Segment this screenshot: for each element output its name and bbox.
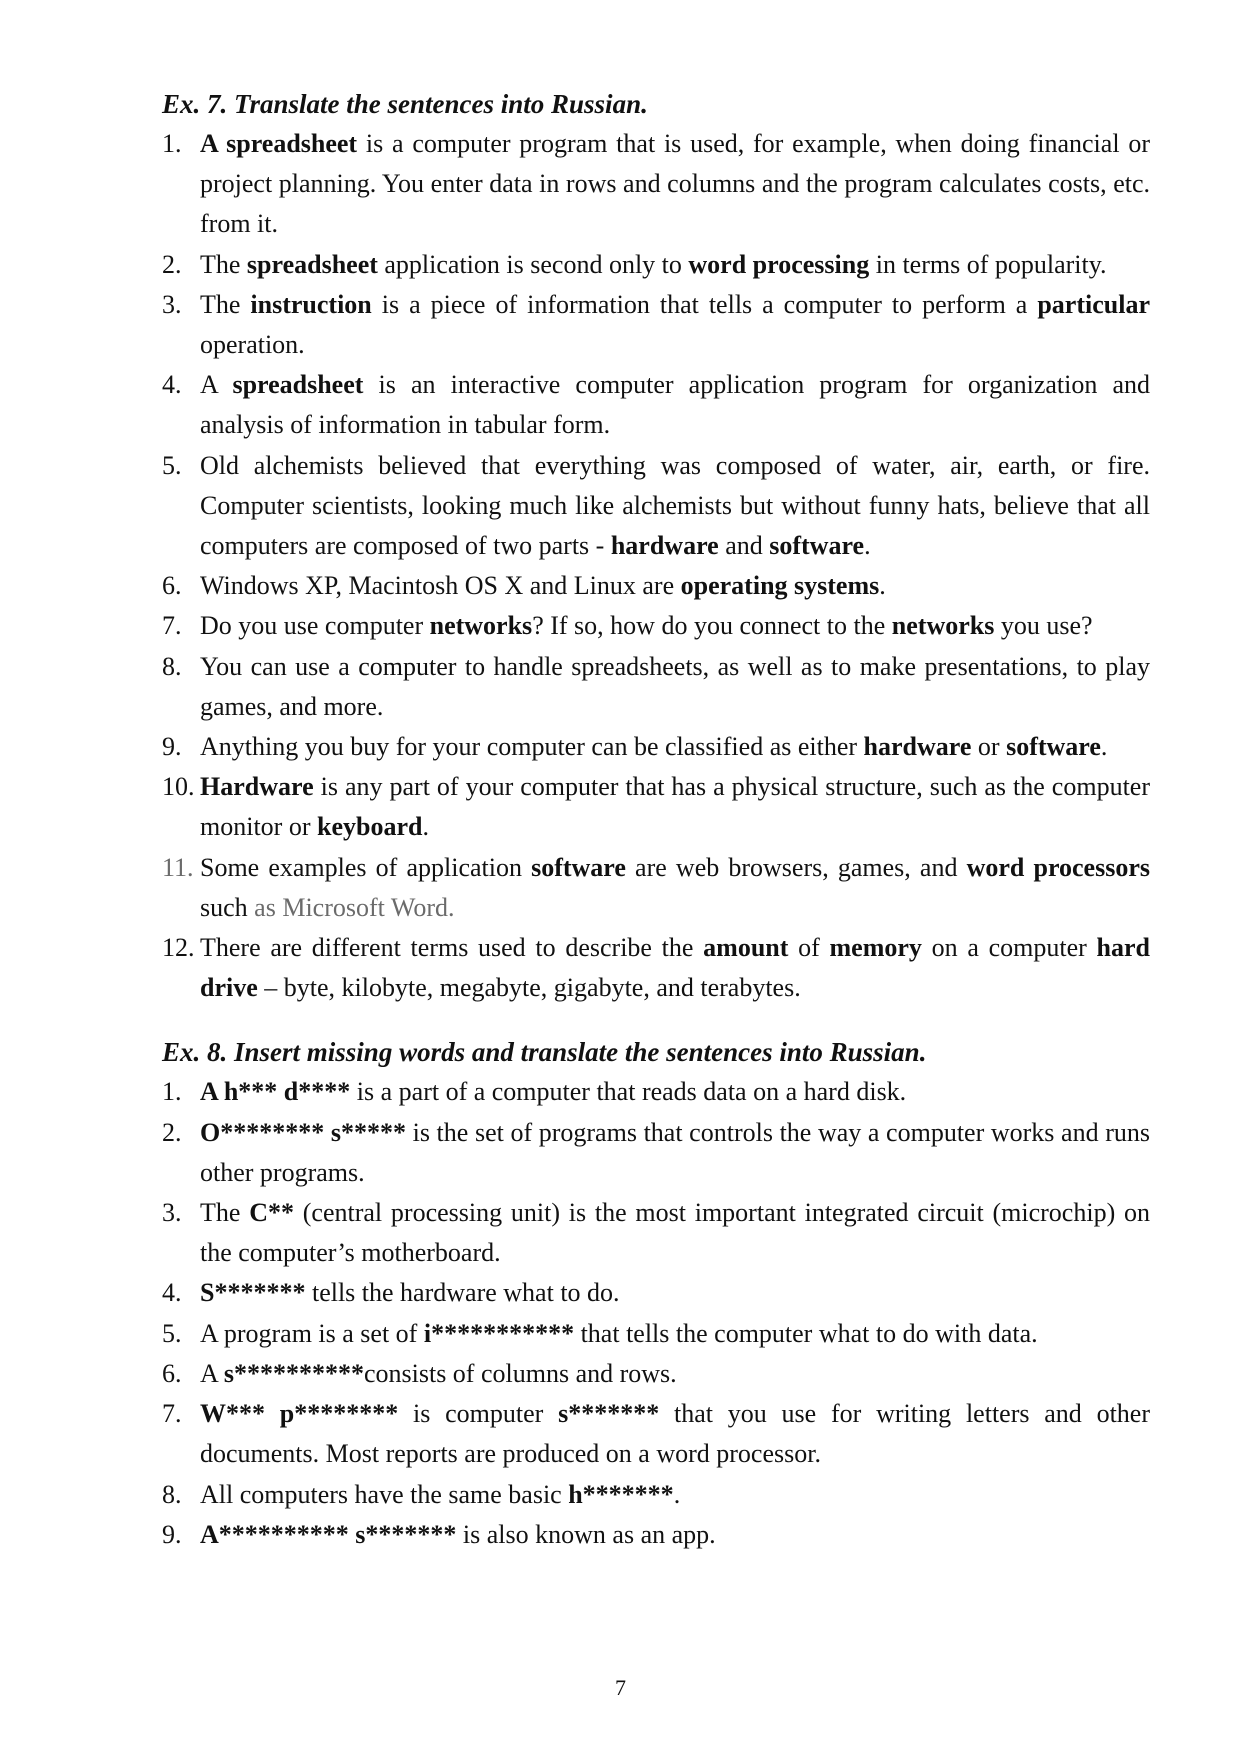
item-number: 1. [162,129,182,158]
item-number: 1. [162,1077,182,1107]
item-text: Some examples of application [200,852,532,882]
item-text: consists of columns and rows. [363,1358,677,1388]
item-text: There are different terms used to describe the [200,933,704,963]
item-text: on a computer [921,933,1097,963]
bold-term: O******** s***** [200,1117,406,1147]
item-text: Windows XP, Macintosh OS X and Linux are [200,571,681,601]
bold-term: W*** p******** [200,1399,399,1429]
bold-term: s******* [558,1399,660,1429]
document-page [162,84,1150,1555]
item-number: 6. [162,1358,182,1388]
item-text: is computer [398,1399,559,1429]
bold-term: networks [429,611,533,641]
item-number: 3. [162,289,182,319]
bold-term: Hardware [200,772,314,802]
bold-term: hardware [610,531,719,561]
item-text: are web browsers, games, and [625,852,967,882]
item-text: Anything you buy for your computer can be classified as either [200,732,864,762]
item-text: of [788,933,830,963]
bold-term: A********** s******* [200,1519,457,1549]
item-text: – byte, kilobyte, megabyte, gigabyte, and terabytes. [257,973,801,1003]
bold-term: software [531,852,626,882]
bold-term: instruction [250,289,372,319]
item-text: as Microsoft Word. [254,892,455,922]
item-number: 8. [162,1479,182,1509]
item-text: is a piece of information that tells a computer to perform a [371,289,1038,319]
exercise-7-list [162,124,1150,1008]
item-number: 4. [162,1278,182,1308]
list-item [162,124,1150,245]
item-text: is the set of programs that controls the way a computer works and runs other programs. [200,1117,1150,1187]
item-text: (central processing unit) is the most important integrated circuit (microchip) on the computer’s motherboard. [200,1198,1150,1268]
item-number: 5. [162,1318,182,1348]
item-text: The [200,249,247,279]
exercise-7-title: Ex. 7. Translate the sentences into Russian. [162,89,648,119]
item-text: The [200,289,251,319]
bold-term: networks [891,611,995,641]
bold-term: A h*** d**** [200,1077,351,1107]
exercise-8-list [162,1072,1150,1554]
bold-term: spreadsheet [232,370,364,400]
item-text: is a computer program that is used, for example, when doing financial or project planning. You enter data in rows and columns and the program calculates costs, etc. from it. [200,129,1150,239]
bold-term: s********** [223,1358,364,1388]
item-number: 4. [162,370,182,400]
item-text: such [200,892,255,922]
list-item [162,446,1150,567]
item-number: 9. [162,732,182,762]
item-number: 9. [162,1519,182,1549]
list-item [162,1515,1150,1555]
item-text: . [879,571,886,601]
item-text: . [422,812,429,842]
bold-term: S******* [200,1278,306,1308]
list-item [162,1394,1150,1474]
item-text: A [200,370,233,400]
list-item [162,1354,1150,1394]
item-text: is any part of your computer that has a physical structure, such as the computer monitor or [200,772,1150,842]
item-text: that you use for writing letters and other documents. Most reports are produced on a word processor. [200,1399,1150,1469]
bold-term: keyboard [317,812,423,842]
item-text: in terms of popularity. [869,249,1107,279]
page-number: 7 [615,1675,626,1700]
bold-term: word processing [688,249,870,279]
bold-term: hard drive [200,933,1150,1003]
list-item [162,245,1150,285]
list-item [162,285,1150,365]
item-number: 6. [162,571,182,601]
list-item [162,647,1150,727]
item-text: operation. [200,330,305,360]
list-item [162,566,1150,606]
bold-term: software [769,531,865,561]
bold-term: i*********** [423,1318,575,1348]
bold-term: memory [829,933,922,963]
list-item [162,848,1150,928]
bold-term: operating systems [680,571,880,601]
item-number: 8. [162,651,182,681]
list-item [162,1193,1150,1273]
item-text: . [864,531,871,561]
item-number: 2. [162,249,182,279]
list-item [162,365,1150,445]
bold-term: spreadsheet [246,249,378,279]
item-text: A [200,1358,224,1388]
item-text: or [971,732,1007,762]
bold-term: word processors [966,852,1150,882]
item-text: that tells the computer what to do with data. [574,1318,1038,1348]
item-text: is a part of a computer that reads data on a hard disk. [350,1077,907,1107]
item-text: application is second only to [377,249,689,279]
bold-term: software [1006,732,1101,762]
list-item [162,1314,1150,1354]
item-number: 2. [162,1117,182,1147]
item-text: ? If so, how do you connect to the [532,611,892,641]
item-text: A program is a set of [200,1318,424,1348]
item-text: . [673,1479,681,1509]
item-text: . [1100,732,1108,762]
item-text: Do you use computer [200,611,430,641]
item-number: 7. [162,611,182,641]
item-text: is also known as an app. [456,1519,716,1549]
item-number: 7. [162,1399,182,1429]
list-item [162,727,1150,767]
bold-term: amount [703,933,789,963]
item-text: you use? [994,611,1093,641]
exercise-8-title: Ex. 8. Insert missing words and translate the sentences into Russian. [162,1037,927,1068]
item-text: is an interactive computer application program for organization and analysis of information in tabular form. [200,370,1151,440]
bold-term: C** [249,1198,294,1228]
item-number: 10. [162,772,195,802]
item-text: All computers have the same basic [200,1479,569,1509]
list-item [162,1113,1150,1193]
item-number: 5. [162,450,182,480]
item-text: tells the hardware what to do. [305,1278,620,1308]
list-item [162,1072,1150,1112]
bold-term: hardware [863,732,972,762]
item-text: The [200,1198,250,1228]
list-item [162,767,1150,847]
item-text: and [718,531,770,561]
list-item [162,1273,1150,1313]
bold-term: h******* [568,1479,674,1509]
bold-term: particular [1037,289,1150,319]
list-item [162,928,1150,1008]
item-text: Old alchemists believed that everything was composed of water, air, earth, or fire. Computer scientists, looking much like alchemists but without funny hats, believe that all computers are composed of two parts - [200,450,1150,561]
item-text: You can use a computer to handle spreadsheets, as well as to make presentations, to play games, and more. [200,651,1150,721]
item-number: 3. [162,1198,182,1228]
list-item [162,1475,1150,1515]
item-number: 11. [162,852,194,882]
item-number: 12. [162,933,195,963]
bold-term: A spreadsheet [200,129,358,158]
list-item [162,606,1150,646]
